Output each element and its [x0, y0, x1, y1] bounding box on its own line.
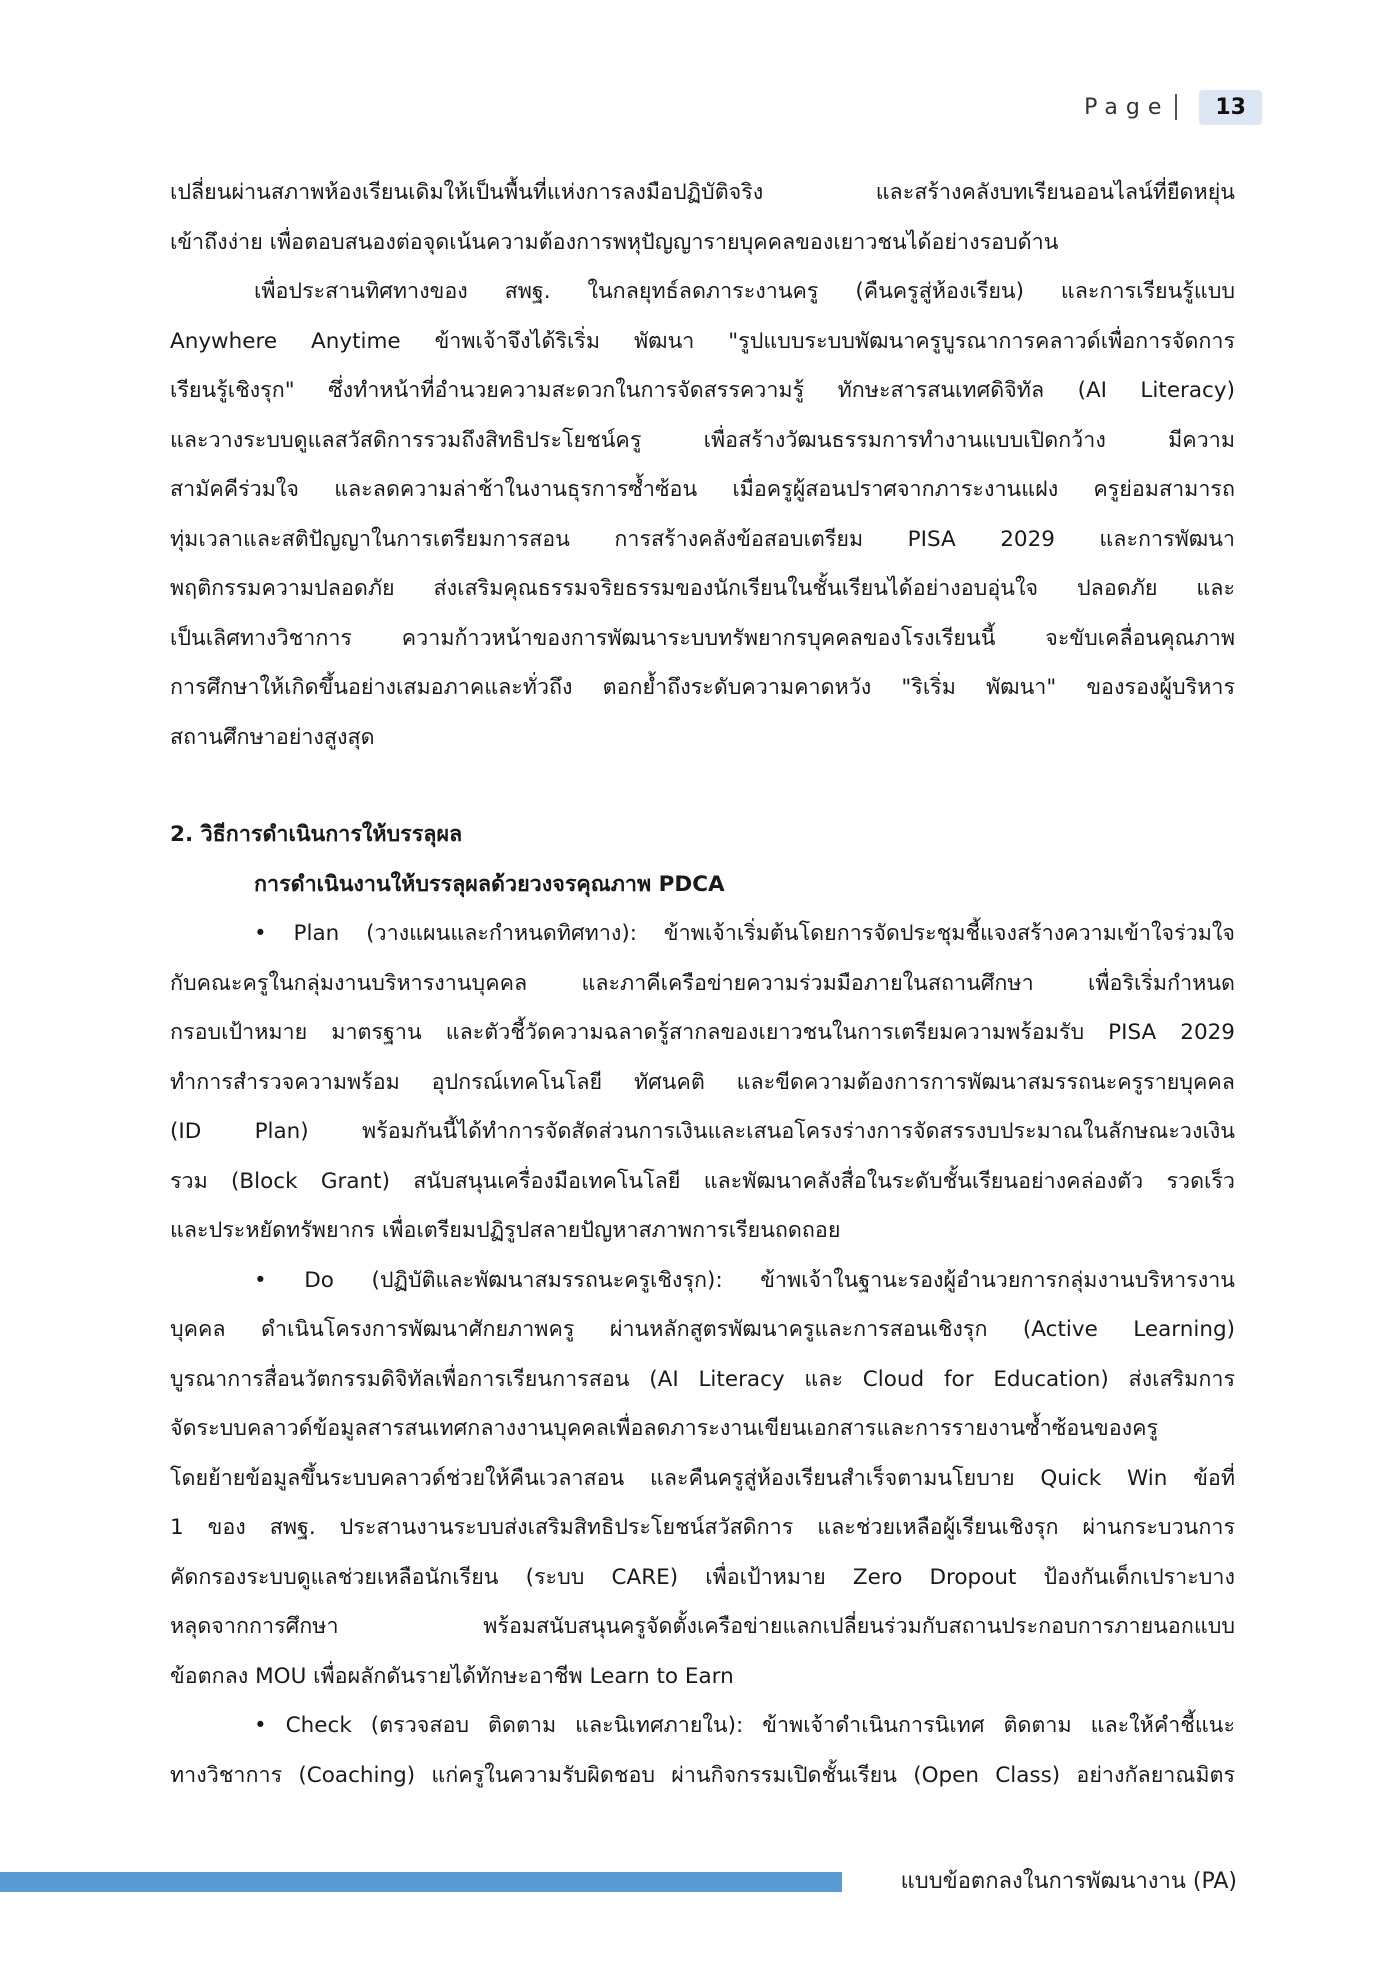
text-line: เข้าถึงง่าย เพื่อตอบสนองต่อจุดเน้นความต้องการพหุปัญญารายบุคคลของเยาวชนได้อย่างรอบด้าน [170, 229, 1059, 255]
text-line: และวางระบบดูแลสวัสดิการรวมถึงสิทธิประโยชน์ครู เพื่อสร้างวัฒนธรรมการทำงานแบบเปิดกว้าง มีความ [170, 427, 1235, 453]
sub-heading: การดำเนินงานให้บรรลุผลด้วยวงจรคุณภาพ PDCA [254, 871, 725, 897]
text-line: • Plan (วางแผนและกำหนดทิศทาง): ข้าพเจ้าเริ่มต้นโดยการจัดประชุมชี้แจงสร้างความเข้าใจร่วมใจ [254, 921, 1235, 946]
text-line: เปลี่ยนผ่านสภาพห้องเรียนเดิมให้เป็นพื้นที่แห่งการลงมือปฏิบัติจริง และสร้างคลังบทเรียนออนไลน์ที่ยืดหยุ่น [170, 180, 1235, 205]
text-line: ทำการสำรวจความพร้อม อุปกรณ์เทคโนโลยี ทัศนคติ และขีดความต้องการการพัฒนาสมรรถนะครูรายบุคคล [170, 1069, 1235, 1095]
text-line: Anywhere Anytime ข้าพเจ้าจึงได้ริเริ่ม พัฒนา "รูปแบบระบบพัฒนาครูบูรณาการคลาวด์เพื่อการจัดการ [170, 328, 1235, 354]
text-line: • Check (ตรวจสอบ ติดตาม และนิเทศภายใน): ข้าพเจ้าดำเนินการนิเทศ ติดตาม และให้คำชี้แนะ [254, 1713, 1235, 1738]
text-line: พฤติกรรมความปลอดภัย ส่งเสริมคุณธรรมจริยธรรมของนักเรียนในชั้นเรียนได้อย่างอบอุ่นใจ ปลอดภัย และ [170, 576, 1235, 601]
text-line: การศึกษาให้เกิดขึ้นอย่างเสมอภาคและทั่วถึง ตอกย้ำถึงระดับความคาดหวัง "ริเริ่ม พัฒนา" ของรองผู้บริหาร [170, 675, 1235, 700]
page-header [1084, 86, 1262, 128]
paragraph-1 [170, 168, 1235, 267]
text-line: หลุดจากการศึกษา พร้อมสนับสนุนครูจัดตั้งเครือข่ายแลกเปลี่ยนร่วมกับสถานประกอบการภายนอกแบบ [170, 1614, 1235, 1639]
plan-paragraph [170, 909, 1235, 1256]
do-paragraph [170, 1256, 1235, 1702]
text-line: • Do (ปฏิบัติและพัฒนาสมรรถนะครูเชิงรุก): ข้าพเจ้าในฐานะรองผู้อำนวยการกลุ่มงานบริหารงาน [254, 1267, 1235, 1293]
page-footer [0, 1864, 1400, 1924]
page-number: 13 [1199, 90, 1262, 125]
text-line: รวม (Block Grant) สนับสนุนเครื่องมือเทคโนโลยี และพัฒนาคลังสื่อในระดับชั้นเรียนอย่างคล่องตัว รวดเร็ว [170, 1168, 1235, 1194]
text-line: บุคคล ดำเนินโครงการพัฒนาศักยภาพครู ผ่านหลักสูตรพัฒนาครูและการสอนเชิงรุก (Active Learning) [170, 1317, 1235, 1342]
text-line: บูรณาการสื่อนวัตกรรมดิจิทัลเพื่อการเรียนการสอน (AI Literacy และ Cloud for Education) ส่งเสริมการ [170, 1366, 1235, 1392]
text-line: สถานศึกษาอย่างสูงสุด [170, 724, 375, 750]
text-line: ทุ่มเวลาและสติปัญญาในการเตรียมการสอน การสร้างคลังข้อสอบเตรียม PISA 2029 และการพัฒนา [170, 526, 1235, 552]
footer-title: แบบข้อตกลงในการพัฒนางาน (PA) [900, 1869, 1237, 1894]
footer-accent-bar [0, 1872, 842, 1892]
document-body [170, 168, 1235, 1800]
text-line: จัดระบบคลาวด์ข้อมูลสารสนเทศกลางงานบุคคลเพื่อลดภาระงานเขียนเอกสารและการรายงานซ้ำซ้อนของครู [170, 1416, 1159, 1441]
text-line: กรอบเป้าหมาย มาตรฐาน และตัวชี้วัดความฉลาดรู้สากลของเยาวชนในการเตรียมความพร้อมรับ PISA 2029 [170, 1020, 1235, 1045]
page-label: Page [1084, 94, 1170, 120]
text-line: ทางวิชาการ (Coaching) แก่ครูในความรับผิดชอบ ผ่านกิจกรรมเปิดชั้นเรียน (Open Class) อย่างกัลยาณมิตร [170, 1762, 1235, 1788]
text-line: กับคณะครูในกลุ่มงานบริหารงานบุคคล และภาคีเครือข่ายความร่วมมือภายในสถานศึกษา เพื่อริเริ่มกำหนด [170, 970, 1235, 996]
text-line: ข้อตกลง MOU เพื่อผลักดันรายได้ทักษะอาชีพ Learn to Earn [170, 1663, 734, 1689]
check-paragraph [170, 1701, 1235, 1800]
section-heading: 2. วิธีการดำเนินการให้บรรลุผล [170, 822, 463, 847]
text-line: สามัคคีร่วมใจ และลดความล่าช้าในงานธุรการซ้ำซ้อน เมื่อครูผู้สอนปราศจากภาระงานแฝง ครูย่อมสามารถ [170, 477, 1235, 502]
text-line: และประหยัดทรัพยากร เพื่อเตรียมปฏิรูปสลายปัญหาสภาพการเรียนถดถอย [170, 1218, 841, 1243]
spacer [170, 762, 1235, 810]
text-line: เป็นเลิศทางวิชาการ ความก้าวหน้าของการพัฒนาระบบทรัพยากรบุคคลของโรงเรียนนี้ จะขับเคลื่อนคุณภาพ [170, 625, 1235, 651]
text-line: เพื่อประสานทิศทางของ สพฐ. ในกลยุทธ์ลดภาระงานครู (คืนครูสู่ห้องเรียน) และการเรียนรู้แบบ [254, 279, 1235, 304]
paragraph-2 [170, 267, 1235, 762]
text-line: (ID Plan) พร้อมกันนี้ได้ทำการจัดสัดส่วนการเงินและเสนอโครงร่างการจัดสรรงบประมาณในลักษณะวงเงิน [170, 1119, 1235, 1144]
page-separator [1175, 94, 1177, 120]
text-line: คัดกรองระบบดูแลช่วยเหลือนักเรียน (ระบบ CARE) เพื่อเป้าหมาย Zero Dropout ป้องกันเด็กเปราะบาง [170, 1564, 1235, 1590]
text-line: 1 ของ สพฐ. ประสานงานระบบส่งเสริมสิทธิประโยชน์สวัสดิการ และช่วยเหลือผู้เรียนเชิงรุก ผ่านกระบวนการ [170, 1515, 1235, 1540]
text-line: เรียนรู้เชิงรุก" ซึ่งทำหน้าที่อำนวยความสะดวกในการจัดสรรความรู้ ทักษะสารสนเทศดิจิทัล (AI Literacy) [170, 378, 1235, 403]
text-line: โดยย้ายข้อมูลขึ้นระบบคลาวด์ช่วยให้คืนเวลาสอน และคืนครูสู่ห้องเรียนสำเร็จตามนโยบาย Quick Win ข้อที่ [170, 1465, 1235, 1491]
